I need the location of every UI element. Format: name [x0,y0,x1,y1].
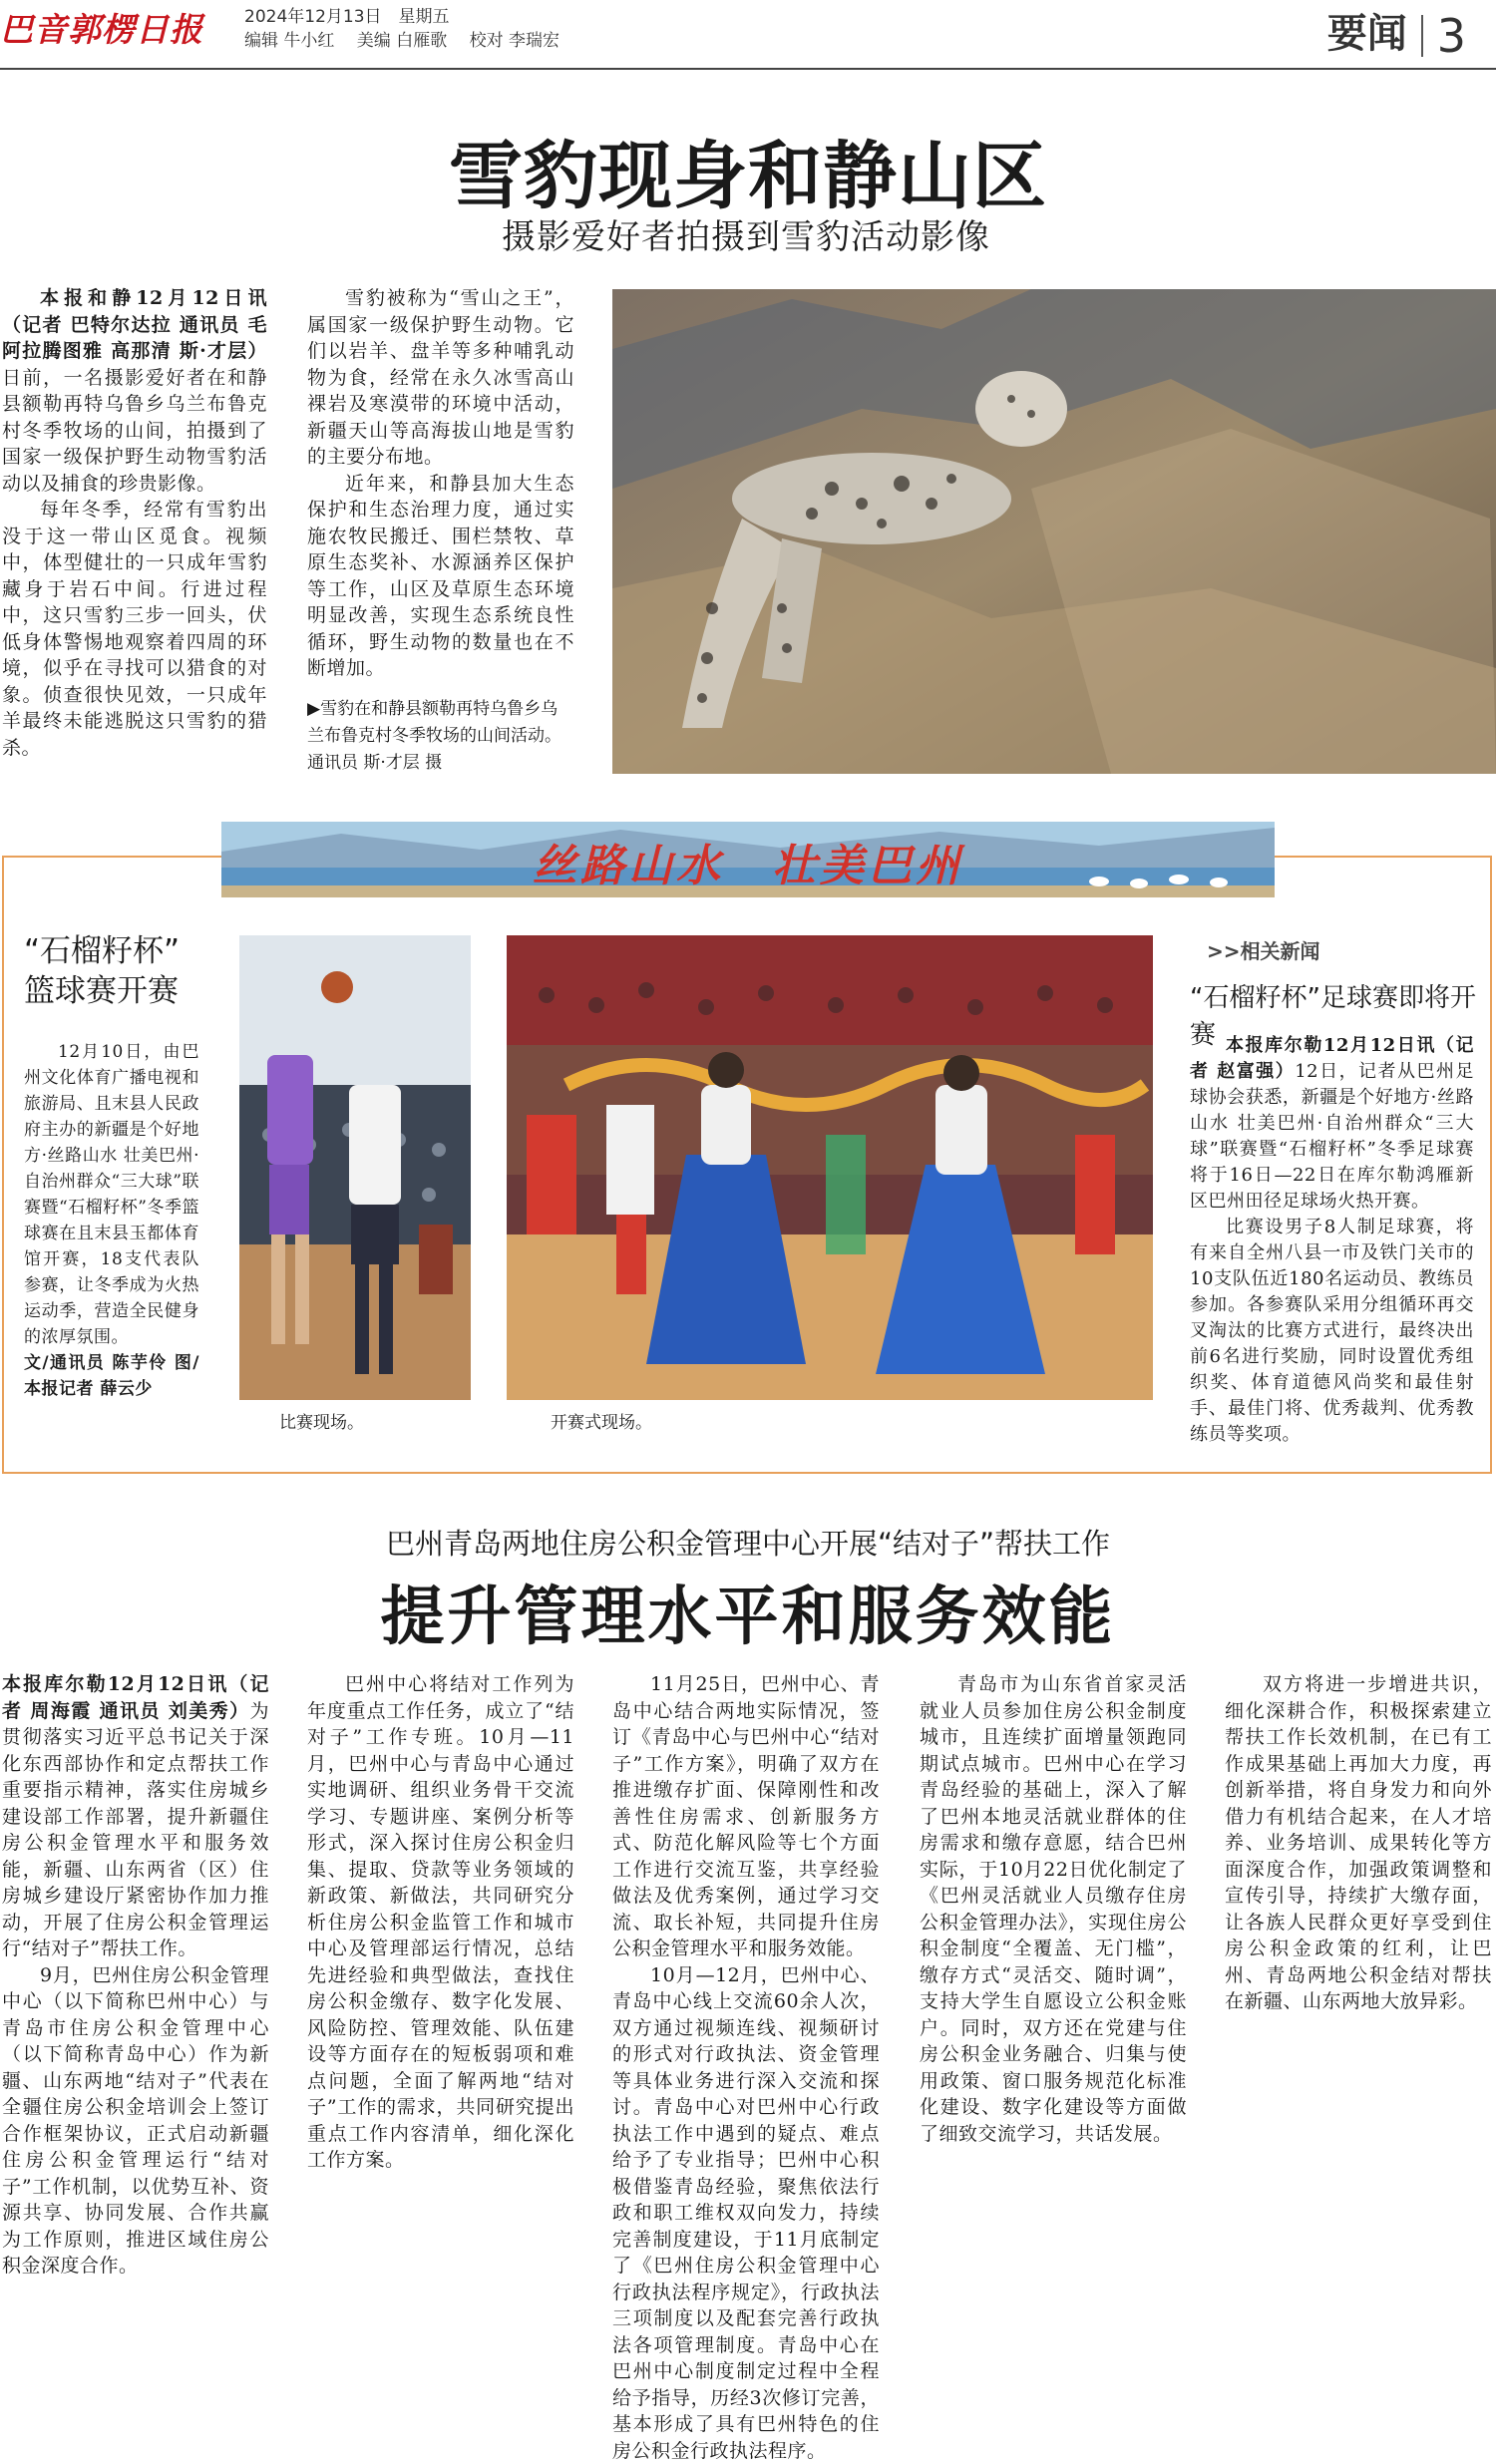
related-news-label: >>相关新闻 [1207,935,1320,964]
story3-paragraph: 10月—12月，巴州中心、青岛中心线上交流60余人次，双方通过视频连线、视频研讨的形式对行政执法、资金管理等具体业务进行深入交流和探讨。青岛中心对巴州中心行政执法工作中遇到的疑点、难点给予了专业指导；巴州中心积极借鉴青岛经验，聚焦依法行政和职工维权双向发力，持续完善制度建设，于11月底制定了《巴州住房公积金管理中心行政执法程序规定》，行政执法三项制度以及配套完善行政执法各项管理制度。青岛中心在巴州中心制度制定过程中全程给予指导，历经3次修订完善，基本形成了具有巴州特色的住房公积金行政执法程序。 [612,1962,880,2464]
snow-leopard-photo [612,289,1496,774]
feature-banner [221,822,1275,897]
related-news-column [1190,1033,1474,1448]
basketball-headline-line-1: “石榴籽杯” [24,931,223,971]
story3-column-4 [920,1671,1187,2147]
editor-credits: 编辑 牛小红 美编 白雁歌 校对 李瑞宏 [244,26,560,51]
story1-dateline: 本报和静12月12日讯（记者 巴特尔达拉 通讯员 毛阿拉腾图雅 高那清 斯·才层） [2,287,267,362]
story3-column-1 [2,1671,269,2280]
page-header [1327,2,1466,63]
basketball-headline-line-2: 篮球赛开赛 [24,971,223,1011]
page-number: 3 [1437,9,1466,63]
story1-column-1 [2,285,267,761]
header-rule [0,68,1496,70]
story1-headline: 雪豹现身和静山区 [0,118,1496,223]
section-name: 要闻 [1327,11,1407,57]
story1-paragraph: 日前，一名摄影爱好者在和静县额勒再特乌鲁乡乌兰布鲁克村冬季牧场的山间，拍摄到了国家一级保护野生动物雪豹活动以及捕食的珍贵影像。 [2,367,267,495]
opening-ceremony-photo [507,935,1153,1400]
story3-paragraph: 为贯彻落实习近平总书记关于深化东西部协作和定点帮扶工作重要指示精神，落实住房城乡建设部工作部署，提升新疆住房公积金管理水平和服务效能，新疆、山东两省（区）住房城乡建设厅紧密协作加力推动，开展了住房公积金管理运行“结对子”帮扶工作。 [2,1700,269,1960]
story3-dateline: 本报库尔勒12月12日讯（记者 周海霞 通讯员 刘美秀） [2,1673,269,1722]
story3-column-5 [1225,1671,1492,2015]
basketball-credit: 文/通讯员 陈芋伶 图/本报记者 薛云少 [24,1350,199,1402]
story1-column-2 [307,285,574,682]
story1-paragraph: 雪豹被称为“雪山之王”，属国家一级保护野生动物。它们以岩羊、盘羊等多种哺乳动物为食，经常在永久冰雪高山裸岩及寒漠带的环境中活动，新疆天山等高海拔山地是雪豹的主要分布地。 [307,285,574,471]
photo-caption-ceremony: 开赛式现场。 [551,1410,652,1437]
header-divider [1421,15,1423,57]
story3-column-2 [307,1671,574,2174]
story3-paragraph: 青岛市为山东省首家灵活就业人员参加住房公积金制度城市，且连续扩面增量领跑同期试点城市。巴州中心在学习青岛经验的基础上，深入了解了巴州本地灵活就业群体的住房需求和缴存意愿，结合巴州实际，于10月22日优化制定了《巴州灵活就业人员缴存住房公积金管理办法》，实现住房公积金制度“全覆盖、无门槛”，缴存方式“灵活交、随时调”，支持大学生自愿设立公积金账户。同时，双方还在党建与住房公积金业务融合、归集与使用政策、窗口服务规范化标准化建设、数字化建设等方面做了细致交流学习，共话发展。 [920,1671,1187,2147]
feature-banner-title: 丝路山水 壮美巴州 [221,830,1275,893]
story1-paragraph: 近年来，和静县加大生态保护和生态治理力度，通过实施农牧民搬迁、围栏禁牧、草原生态奖补、水源涵养区保护等工作，山区及草原生态环境明显改善，实现生态系统良性循环，野生动物的数量也在不断增加。 [307,471,574,682]
photo-caption-snow-leopard: ▶雪豹在和静县额勒再特乌鲁乡乌兰布鲁克村冬季牧场的山间活动。 通讯员 斯·才层 摄 [307,696,574,777]
related-news-dateline: 本报库尔勒12月12日讯（记者 赵富强） [1190,1035,1474,1082]
story3-paragraph: 9月，巴州住房公积金管理中心（以下简称巴州中心）与青岛市住房公积金管理中心（以下简称青岛中心）作为新疆、山东两地“结对子”代表在全疆住房公积金培训会上签订合作框架协议，正式启动新疆住房公积金管理运行“结对子”工作机制，以优势互补、资源共享、协同发展、合作共赢为工作原则，推进区域住房公积金深度合作。 [2,1962,269,2280]
story1-subheadline: 摄影爱好者拍摄到雪豹活动影像 [502,209,990,258]
related-news-headline: “石榴籽杯”足球赛即将开赛 [1190,977,1496,1051]
story3-column-3 [612,1671,880,2464]
issue-date: 2024年12月13日 星期五 [244,2,450,27]
basketball-headline [24,931,223,1011]
photo-caption-game: 比赛现场。 [279,1410,364,1437]
masthead-logo: 巴音郭楞日报 [0,4,204,48]
basketball-column [24,1039,199,1402]
related-news-paragraph: 比赛设男子8人制足球赛，将有来自全州八县一市及铁门关市的10支队伍近180名运动员、教练员参加。各参赛队采用分组循环再交叉淘汰的比赛方式进行，最终决出前6名进行奖励，同时设置优秀组织奖、体育道德风尚奖和最佳射手、最佳门将、优秀裁判、优秀教练员等奖项。 [1190,1215,1474,1448]
story3-headline: 提升管理水平和服务效能 [0,1566,1496,1657]
story3-paragraph: 双方将进一步增进共识，细化深耕合作，积极探索建立帮扶工作长效机制，在已有工作成果基础上再加大力度，再创新举措，将自身发力和向外借力有机结合起来，在人才培养、业务培训、成果转化等方面深度合作，加强政策调整和宣传引导，持续扩大缴存面，让各族人民群众更好享受到住房公积金政策的红利，让巴州、青岛两地公积金结对帮扶在新疆、山东两地大放异彩。 [1225,1671,1492,2015]
related-news-paragraph: 12日，记者从巴州足球协会获悉，新疆是个好地方·丝路山水 壮美巴州·自治州群众“三大球”联赛暨“石榴籽杯”冬季足球赛将于16日—22日在库尔勒鸿雁新区巴州田径足球场火热开赛。 [1190,1061,1474,1212]
story3-kicker: 巴州青岛两地住房公积金管理中心开展“结对子”帮扶工作 [0,1522,1496,1563]
story1-paragraph: 每年冬季，经常有雪豹出没于这一带山区觅食。视频中，体型健壮的一只成年雪豹藏身于岩石中间。行进过程中，这只雪豹三步一回头，伏低身体警惕地观察着四周的环境，似乎在寻找可以猎食的对象。侦查很快见效，一只成年羊最终未能逃脱这只雪豹的猎杀。 [2,497,267,761]
story3-paragraph: 巴州中心将结对工作列为年度重点工作任务，成立了“结对子”工作专班。10月—11月，巴州中心与青岛中心通过实地调研、组织业务骨干交流学习、专题讲座、案例分析等形式，深入探讨住房公积金归集、提取、贷款等业务领域的新政策、新做法，共同研究分析住房公积金监管工作和城市中心及管理部运行情况，总结先进经验和典型做法，查找住房公积金缴存、数字化发展、风险防控、管理效能、队伍建设等方面存在的短板弱项和难点问题，全面了解两地“结对子”工作的需求，共同研究提出重点工作内容清单，细化深化工作方案。 [307,1671,574,2174]
basketball-game-photo [239,935,471,1400]
story3-paragraph: 11月25日，巴州中心、青岛中心结合两地实际情况，签订《青岛中心与巴州中心“结对子”工作方案》，明确了双方在推进缴存扩面、保障刚性和改善性住房需求、创新服务方式、防范化解风险等七个方面工作进行交流互鉴，共享经验做法及优秀案例，通过学习交流、取长补短，共同提升住房公积金管理水平和服务效能。 [612,1671,880,1962]
basketball-paragraph: 12月10日，由巴州文化体育广播电视和旅游局、且末县人民政府主办的新疆是个好地方·丝路山水 壮美巴州·自治州群众“三大球”联赛暨“石榴籽杯”冬季篮球赛在且末县玉都体育馆开赛，18支代表队参赛，让冬季成为火热运动季，营造全民健身的浓厚氛围。 [24,1039,199,1350]
